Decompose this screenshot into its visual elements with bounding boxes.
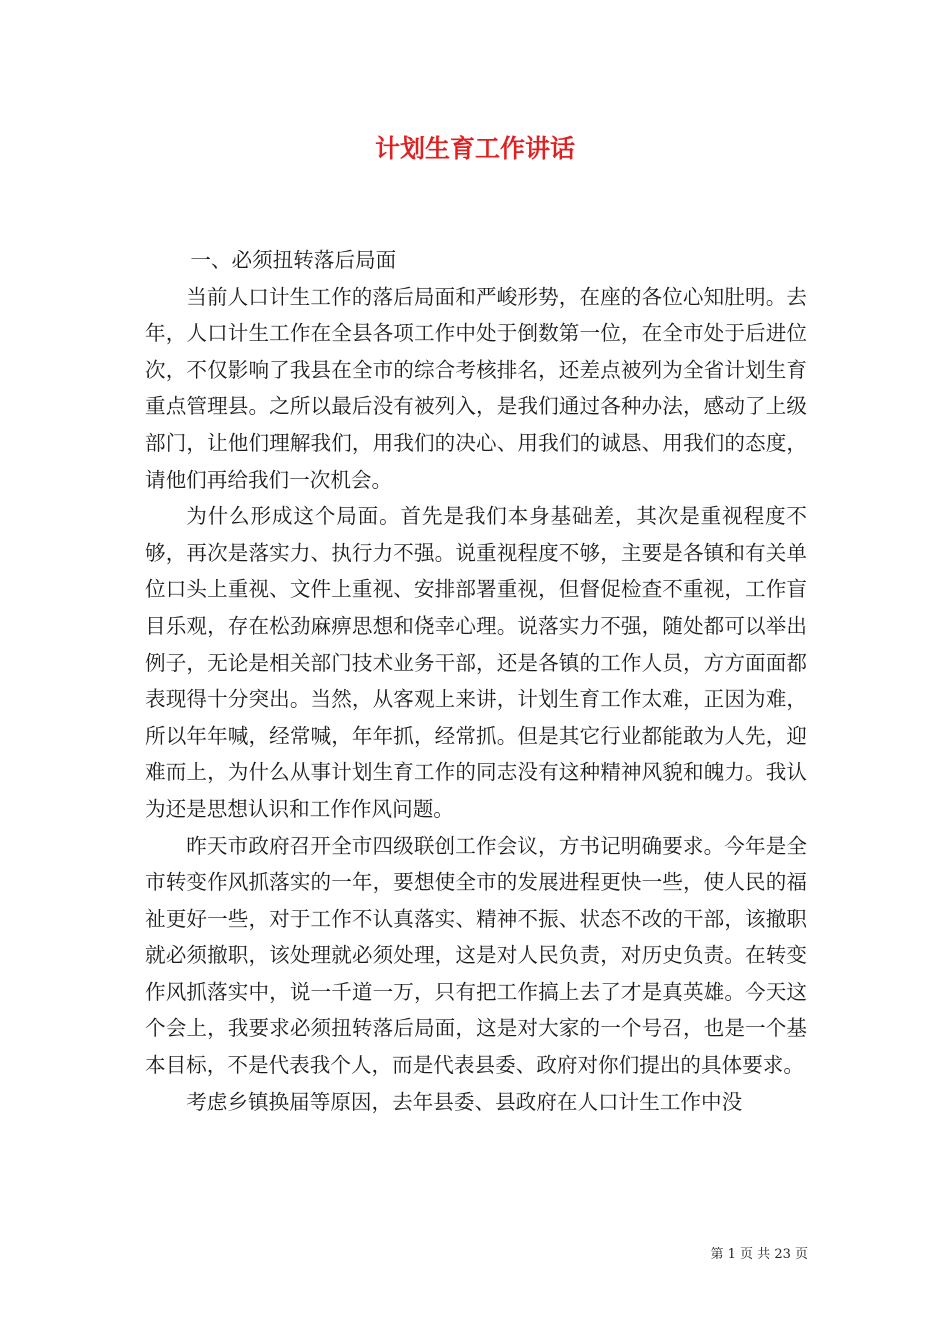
paragraph: 昨天市政府召开全市四级联创工作会议，方书记明确要求。今年是全市转变作风抓落实的一年，要想使全市的发展进程更快一些，使人民的福祉更好一些，对于工作不认真落实、精神不振、状态不改的干部，该撤职就必须撤职，该处理就必须处理，这是对人民负责，对历史负责。在转变作风抓落实中，说一千道一万，只有把工作搞上去了才是真英雄。今天这个会上，我要求必须扭转落后局面，这是对大家的一个号召，也是一个基本目标，不是代表我个人，而是代表县委、政府对你们提出的具体要求。: [145, 833, 807, 1078]
page-number: 第 1 页 共 23 页: [710, 1247, 808, 1262]
paragraph: 为什么形成这个局面。首先是我们本身基础差，其次是重视程度不够，再次是落实力、执行力不强。说重视程度不够，主要是各镇和有关单位口头上重视、文件上重视、安排部署重视，但督促检查不重视，工作盲目乐观，存在松劲麻痹思想和侥幸心理。说落实力不强，随处都可以举出例子，无论是相关部门技术业务干部，还是各镇的工作人员，方方面面都表现得十分突出。当然，从客观上来讲，计划生育工作太难，正因为难，所以年年喊，经常喊，年年抓，经常抓。但是其它行业都能敢为人先，迎难而上，为什么从事计划生育工作的同志没有这种精神风貌和魄力。我认为还是思想认识和工作作风问题。: [145, 504, 807, 821]
document-title: 计划生育工作讲话: [374, 134, 575, 163]
document-body: [145, 242, 807, 1120]
section-heading: 一、必须扭转落后局面: [190, 248, 397, 272]
paragraph: 考虑乡镇换届等原因，去年县委、县政府在人口计生工作中没: [186, 1089, 743, 1114]
paragraph: 当前人口计生工作的落后局面和严峻形势，在座的各位心知肚明。去年，人口计生工作在全县各项工作中处于倒数第一位，在全市处于后进位次，不仅影响了我县在全市的综合考核排名，还差点被列为全省计划生育重点管理县。之所以最后没有被列入，是我们通过各种办法，感动了上级部门，让他们理解我们，用我们的决心、用我们的诚恳、用我们的态度，请他们再给我们一次机会。: [145, 284, 807, 492]
